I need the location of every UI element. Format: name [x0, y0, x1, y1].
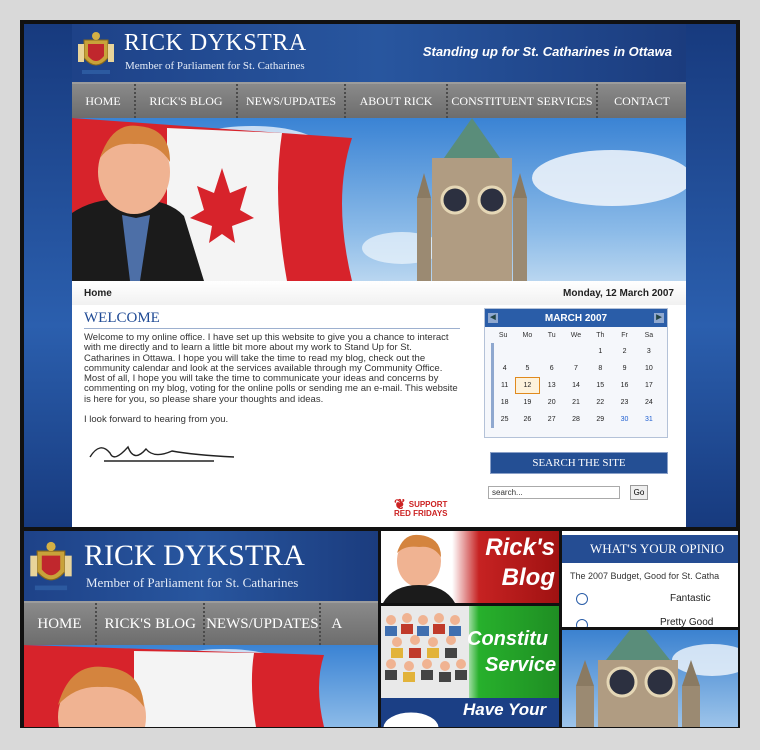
calendar-day[interactable]: 18: [491, 394, 515, 411]
have-your-say-promo[interactable]: [381, 698, 559, 727]
calendar-day[interactable]: 29: [596, 416, 605, 423]
header-closeup: [24, 531, 378, 601]
calendar-day[interactable]: 14: [572, 382, 580, 389]
poll-closeup-crop: [562, 531, 738, 627]
calendar-day[interactable]: 8: [598, 365, 603, 372]
calendar-day[interactable]: 23: [620, 399, 629, 406]
banner-closeup-image: [24, 645, 378, 727]
constituent-promo-label: [467, 626, 556, 678]
coat-of-arms-large-icon: [28, 537, 74, 595]
poll-option-2[interactable]: [562, 613, 738, 627]
ribbon-icon: ❦: [394, 496, 406, 512]
calendar-day[interactable]: 15: [596, 382, 605, 389]
nav-news[interactable]: NEWS/UPDATES: [238, 84, 346, 118]
weekday-label: Fr: [621, 331, 628, 339]
calendar-empty-cell: [515, 343, 539, 360]
calendar-day[interactable]: 19: [523, 399, 532, 406]
constituent-services-promo[interactable]: [381, 606, 559, 698]
calendar-day[interactable]: 13: [547, 382, 556, 389]
banner-image: [72, 118, 686, 281]
weekday-label: We: [570, 331, 582, 339]
welcome-title: WELCOME: [84, 310, 460, 329]
hero-banner: [72, 118, 686, 281]
crowd-photo: [381, 606, 469, 698]
site-header: [72, 24, 686, 82]
nav-home[interactable]: HOME: [72, 84, 136, 118]
calendar-grid: [485, 327, 667, 428]
support-line1: SUPPORT: [408, 500, 448, 509]
community-calendar: [484, 308, 668, 438]
calendar-day[interactable]: 24: [644, 399, 653, 406]
weekday-label: Su: [498, 331, 508, 339]
page-wrapper: [72, 24, 686, 527]
calendar-day[interactable]: 25: [491, 411, 515, 428]
calendar-empty-cell: [564, 343, 588, 360]
poll-option-label: Pretty Good: [660, 617, 714, 627]
rick-photo: [383, 531, 463, 603]
calendar-day[interactable]: 27: [547, 416, 556, 423]
calendar-day[interactable]: 31: [644, 416, 653, 423]
radio-icon[interactable]: [576, 619, 588, 627]
search-go-button[interactable]: Go: [630, 485, 648, 500]
calendar-day[interactable]: 26: [523, 416, 532, 423]
next-month-icon[interactable]: ▶: [654, 313, 664, 323]
red-fridays-badge[interactable]: [394, 496, 448, 518]
blog-promo-label: Rick's Blog: [485, 534, 555, 591]
calendar-day[interactable]: 4: [491, 360, 515, 377]
poll-option-1[interactable]: [562, 591, 738, 613]
prev-month-icon[interactable]: ◀: [488, 313, 498, 323]
website-screenshot: [24, 24, 736, 527]
coat-of-arms-icon: [76, 30, 116, 76]
calendar-day[interactable]: 28: [572, 416, 580, 423]
main-nav: [72, 82, 686, 118]
search-input[interactable]: [488, 486, 620, 499]
poll-question: The 2007 Budget, Good for St. Catha: [570, 571, 720, 581]
signature-image: [84, 433, 244, 467]
promo-closeup-crop: [381, 531, 559, 727]
calendar-month: MARCH 2007: [544, 312, 608, 324]
speech-bubble-icon: [381, 698, 441, 727]
calendar-day[interactable]: 11: [491, 377, 515, 394]
have-your-say-label: Have Your: [463, 700, 547, 719]
calendar-day[interactable]: 3: [646, 348, 651, 355]
poll-option-label: Fantastic: [670, 593, 711, 604]
welcome-closing: I look forward to hearing from you.: [84, 414, 229, 426]
site-tagline: Standing up for St. Catharines in Ottawa: [422, 44, 672, 59]
current-date: Monday, 12 March 2007: [563, 287, 674, 299]
breadcrumb[interactable]: Home: [84, 287, 112, 299]
poll-heading: WHAT'S YOUR OPINIO: [562, 535, 738, 563]
closeup-nav-about[interactable]: A: [331, 615, 343, 632]
calendar-day[interactable]: 30: [620, 416, 629, 423]
calendar-header: [485, 309, 667, 327]
calendar-day[interactable]: 16: [620, 382, 629, 389]
constituent-line2: Service: [485, 654, 557, 676]
header-closeup-crop: [24, 531, 378, 727]
calendar-day[interactable]: 17: [644, 382, 653, 389]
blog-promo[interactable]: [381, 531, 559, 603]
closeup-title: RICK DYKSTRA: [84, 539, 305, 572]
welcome-section: [84, 310, 460, 472]
calendar-day[interactable]: 21: [572, 399, 580, 406]
breadcrumb-bar: [72, 281, 686, 305]
closeup-subtitle: Member of Parliament for St. Catharines: [86, 575, 299, 590]
welcome-text: Welcome to my online office. I have set up this website to give you a chance to interact with me directly and to learn a little bit more about my work to Stand Up for St. Catharines in Ottawa. I hope you will take the time to read my blog, check out the community calendar and look at the services available through my Community Office. Most of all, I hope you will take the time to communicate your ideas and concerns by commenting on my blog, voting for the online polls or sending me an e-mail. This website is here for you, so please share your thoughts and ideas.: [84, 332, 458, 405]
calendar-day[interactable]: 9: [622, 365, 627, 372]
calendar-day[interactable]: 10: [644, 365, 653, 372]
calendar-empty-cell: [540, 343, 564, 360]
calendar-day[interactable]: 7: [574, 365, 578, 372]
calendar-day[interactable]: 5: [525, 365, 530, 372]
closeup-nav-news[interactable]: NEWS/UPDATES: [205, 603, 321, 645]
nav-blog[interactable]: RICK'S BLOG: [136, 84, 238, 118]
support-line2: RED FRIDAYS: [394, 509, 448, 518]
radio-icon[interactable]: [576, 593, 588, 605]
banner-closeup: [24, 645, 378, 727]
nav-contact[interactable]: CONTACT: [614, 93, 670, 108]
calendar-day[interactable]: 6: [549, 365, 554, 372]
closeup-nav-blog[interactable]: RICK'S BLOG: [97, 603, 205, 645]
calendar-day[interactable]: 2: [622, 348, 627, 355]
nav-closeup: [24, 601, 378, 645]
weekday-label: Sa: [644, 331, 654, 339]
tower-closeup-crop: [562, 630, 738, 727]
weekday-label: Mo: [522, 331, 533, 339]
calendar-day[interactable]: 22: [596, 399, 605, 406]
calendar-day[interactable]: 12: [515, 377, 539, 394]
nav-about[interactable]: ABOUT RICK: [346, 84, 448, 118]
calendar-day[interactable]: 1: [598, 348, 603, 355]
calendar-empty-cell: [491, 343, 515, 360]
calendar-day[interactable]: 20: [547, 399, 556, 406]
weekday-label: Tu: [547, 331, 556, 339]
closeup-nav-home[interactable]: HOME: [24, 603, 97, 645]
site-title: RICK DYKSTRA: [124, 30, 307, 56]
site-subtitle: Member of Parliament for St. Catharines: [125, 60, 305, 72]
search-heading: SEARCH THE SITE: [490, 452, 668, 474]
constituent-line1: Constitu: [467, 628, 549, 650]
nav-constituent-services[interactable]: CONSTITUENT SERVICES: [448, 84, 598, 118]
peace-tower-image: [562, 630, 738, 727]
weekday-label: Th: [596, 331, 605, 339]
